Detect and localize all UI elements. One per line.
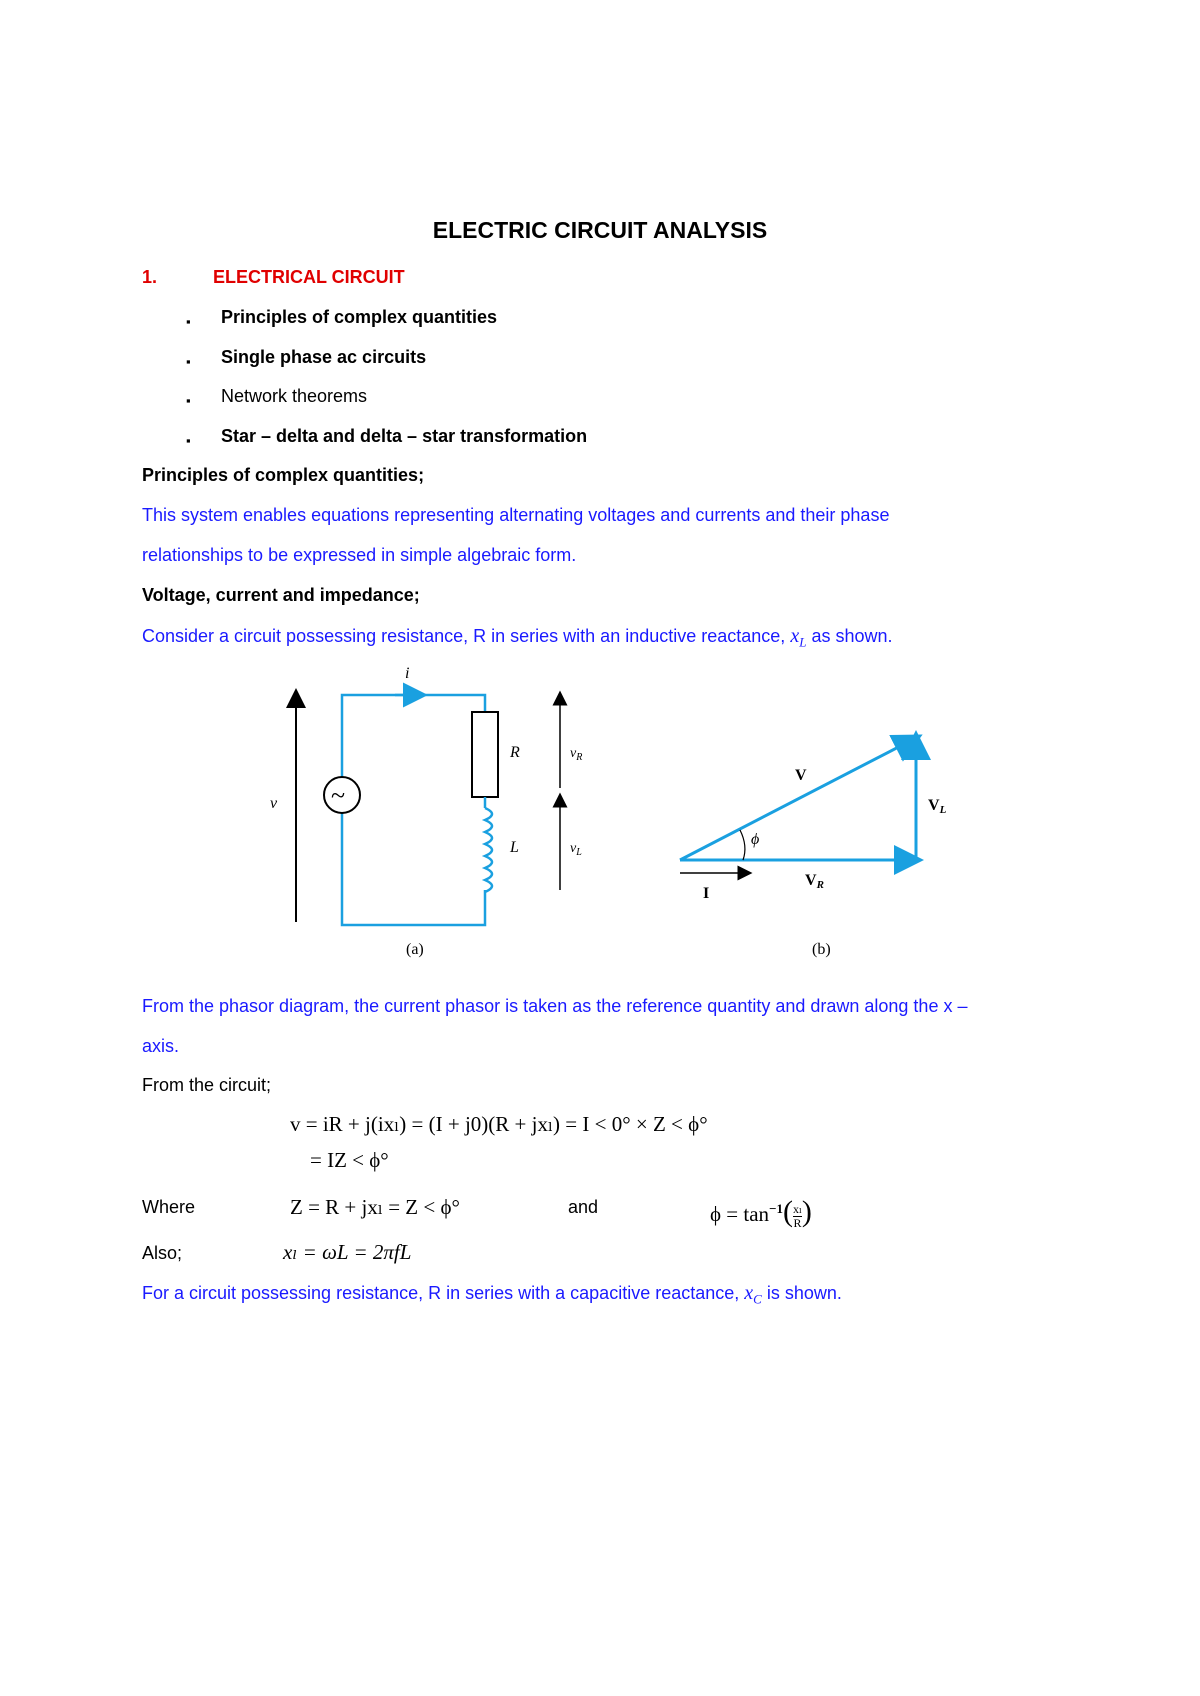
vr-phasor-label: VR: [805, 872, 824, 891]
equation-inductive-reactance: xₗ = ωL = 2πfL: [283, 1240, 412, 1264]
phi-label: ϕ: [751, 831, 760, 848]
phi-arc: [740, 830, 745, 860]
paragraph-line: relationships to be expressed in simple algebraic form.: [142, 545, 577, 565]
i-phasor-label: I: [703, 885, 710, 902]
caption-b: (b): [812, 941, 831, 958]
paragraph-line: axis.: [142, 1036, 180, 1056]
current-label: i: [405, 665, 410, 682]
bullet-marker: ▪: [186, 354, 191, 369]
section-number: 1.: [142, 267, 158, 287]
from-circuit-label: From the circuit;: [142, 1075, 272, 1095]
equation-voltage: v = iR + j(ixₗ) = (I + j0)(R + jxₗ) = I < 0° × Z < ϕ°: [290, 1112, 708, 1136]
bullet-marker: ▪: [186, 393, 191, 408]
bullet-item: Principles of complex quantities: [221, 307, 498, 327]
paragraph-capacitive: For a circuit possessing resistance, R in series with a capacitive reactance, $x_C$ is shown.: [142, 1282, 842, 1307]
paragraph-consider: Consider a circuit possessing resistance, R in series with an inductive reactance, $x_L$ as shown.: [142, 625, 893, 650]
bullet-marker: ▪: [186, 314, 191, 329]
heading-complex-quantities: Principles of complex quantities;: [142, 465, 425, 485]
phasor-v: [680, 740, 912, 860]
circuit-diagram: [270, 665, 582, 958]
source-voltage-label: v: [270, 795, 278, 812]
where-label: Where: [142, 1197, 196, 1217]
circuit-and-phasor-figure: [240, 660, 970, 975]
heading-voltage-current-impedance: Voltage, current and impedance;: [142, 585, 420, 605]
vr-label: $v_R$: [570, 746, 583, 763]
inductor-icon: [485, 808, 492, 892]
vl-label: $v_L$: [570, 841, 582, 858]
bullet-marker: ▪: [186, 433, 191, 448]
bullet-item: Star – delta and delta – star transformation: [221, 426, 588, 446]
equation-voltage-result: = IZ < ϕ°: [310, 1148, 389, 1172]
equation-phase-angle: $\phi = \tan^{-1}$( $\frac{\text{xₗ}}{R}$ ): [710, 1195, 812, 1230]
resistor-label: R: [510, 744, 520, 761]
wire-top: [342, 695, 485, 777]
caption-a: (a): [406, 941, 424, 958]
bullet-item: Single phase ac circuits: [221, 347, 427, 367]
bullet-item: Network theorems: [221, 386, 368, 406]
equation-impedance: Z = R + jxₗ = Z < ϕ°: [290, 1195, 460, 1219]
page-title: ELECTRIC CIRCUIT ANALYSIS: [432, 217, 768, 243]
ac-source-symbol: ~: [331, 781, 346, 810]
phasor-diagram: [680, 740, 947, 958]
also-label: Also;: [142, 1243, 183, 1263]
resistor-icon: [472, 712, 498, 797]
v-label: V: [795, 767, 807, 784]
wire-bottom: [342, 813, 485, 925]
paragraph-line: This system enables equations representing alternating voltages and currents and their phase: [142, 505, 890, 525]
and-label: and: [568, 1197, 599, 1217]
inductor-label: L: [510, 839, 519, 856]
paragraph-line: From the phasor diagram, the current phasor is taken as the reference quantity and drawn along the x –: [142, 996, 968, 1016]
vl-phasor-label: VL: [928, 797, 947, 816]
section-title: ELECTRICAL CIRCUIT: [213, 267, 405, 287]
